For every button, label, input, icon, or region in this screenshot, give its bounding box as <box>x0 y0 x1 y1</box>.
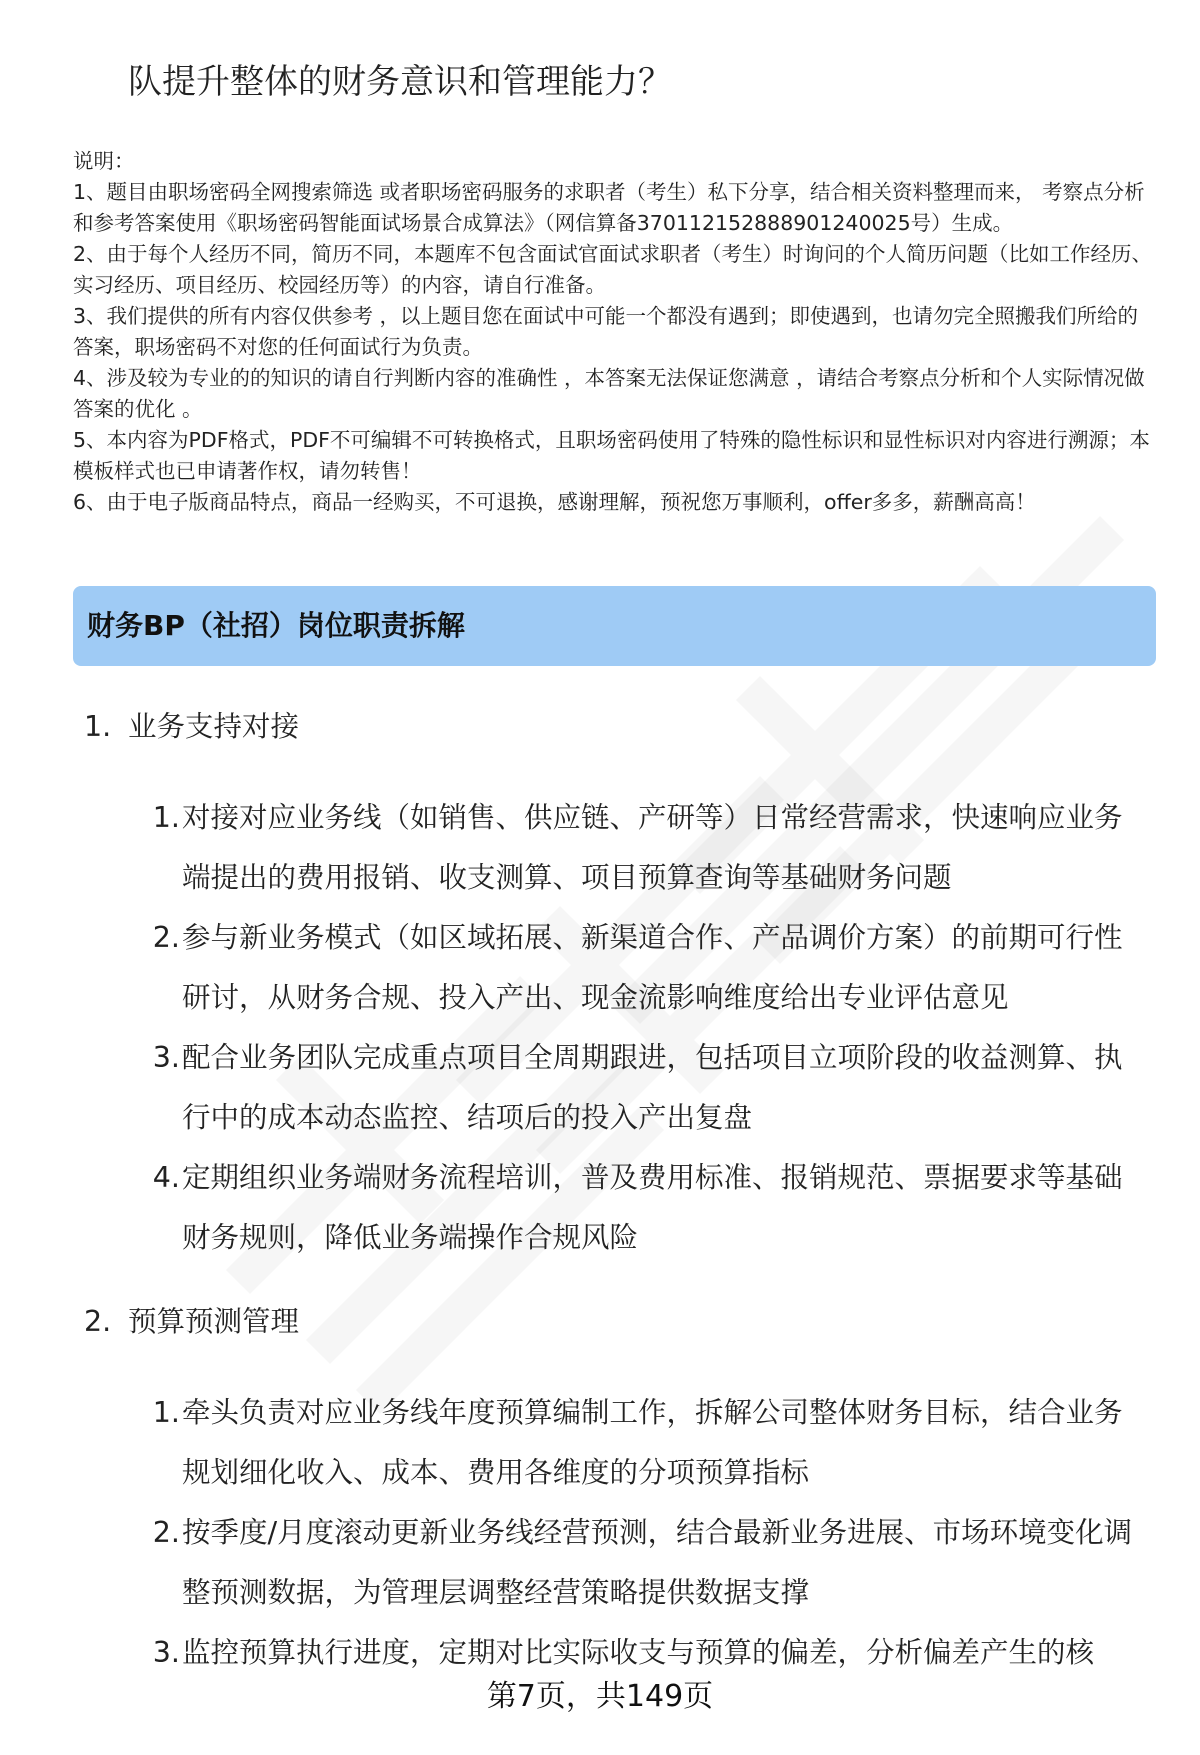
item-number: 2. <box>152 921 180 954</box>
item-number: 3. <box>152 1041 180 1074</box>
note-line: 1、题目由职场密码全网搜索筛选 或者职场密码服务的求职者（考生）私下分享，结合相关资料整理而来， 考察点分析和参考答案使用《职场密码智能面试场景合成算法》（网信算备370112152888901240025号）生成。 <box>73 180 1145 235</box>
note-line: 4、涉及较为专业的的知识的请自行判断内容的准确性 ，本答案无法保证您满意 ，请结合考察点分析和个人实际情况做答案的优化 。 <box>73 366 1145 421</box>
section-number: 2. <box>84 1305 112 1338</box>
item-text: 对接对应业务线（如销售、供应链、产研等）日常经营需求，快速响应业务端提出的费用报销、收支测算、项目预算查询等基础财务问题 <box>182 801 1123 894</box>
item-number: 1. <box>152 801 180 834</box>
list-item <box>140 1028 1150 1148</box>
item-text: 定期组织业务端财务流程培训，普及费用标准、报销规范、票据要求等基础财务规则，降低业务端操作合规风险 <box>182 1161 1123 1254</box>
item-text: 按季度/月度滚动更新业务线经营预测，结合最新业务进展、市场环境变化调整预测数据，为管理层调整经营策略提供数据支撑 <box>182 1516 1133 1609</box>
list-item <box>140 1148 1150 1268</box>
notes-label: 说明： <box>73 149 135 173</box>
section-heading <box>84 1302 299 1342</box>
section-heading <box>84 707 299 747</box>
item-text: 监控预算执行进度，定期对比实际收支与预算的偏差，分析偏差产生的核 <box>182 1636 1095 1669</box>
item-text: 参与新业务模式（如区域拓展、新渠道合作、产品调价方案）的前期可行性研讨，从财务合规、投入产出、现金流影响维度给出专业评估意见 <box>182 921 1123 1014</box>
note-line: 5、本内容为PDF格式，PDF不可编辑不可转换格式，且职场密码使用了特殊的隐性标识和显性标识对内容进行溯源；本模板样式也已申请著作权，请勿转售！ <box>73 428 1150 483</box>
section-number: 1. <box>84 710 112 743</box>
item-number: 4. <box>152 1161 180 1194</box>
list-item <box>140 1503 1150 1623</box>
list-item <box>140 1623 1150 1683</box>
list-item <box>140 788 1150 908</box>
note-line: 3、我们提供的所有内容仅供参考 ，以上题目您在面试中可能一个都没有遇到；即使遇到，也请勿完全照搬我们所给的答案，职场密码不对您的任何面试行为负责。 <box>73 304 1139 359</box>
item-number: 2. <box>152 1516 180 1549</box>
page-number: 第7页，共149页 <box>486 1679 714 1714</box>
item-number: 1. <box>152 1396 180 1429</box>
section-title: 预算预测管理 <box>128 1305 300 1338</box>
item-number: 3. <box>152 1636 180 1669</box>
section-title: 业务支持对接 <box>128 710 300 743</box>
note-line: 2、由于每个人经历不同，简历不同，本题库不包含面试官面试求职者（考生）时询问的个人简历问题（比如工作经历、实习经历、项目经历、校园经历等）的内容，请自行准备。 <box>73 242 1153 297</box>
item-text: 牵头负责对应业务线年度预算编制工作，拆解公司整体财务目标，结合业务规划细化收入、成本、费用各维度的分项预算指标 <box>182 1396 1123 1489</box>
disclaimer-notes <box>73 146 1158 518</box>
section-banner <box>73 586 1156 666</box>
banner-title: 财务BP（社招）岗位职责拆解 <box>87 609 465 642</box>
page-title: 队提升整体的财务意识和管理能力？ <box>128 62 672 102</box>
note-line: 6、由于电子版商品特点，商品一经购买，不可退换，感谢理解，预祝您万事顺利，offer多多，薪酬高高！ <box>73 490 1036 514</box>
list-item <box>140 908 1150 1028</box>
list-item <box>140 1383 1150 1503</box>
item-text: 配合业务团队完成重点项目全周期跟进，包括项目立项阶段的收益测算、执行中的成本动态监控、结项后的投入产出复盘 <box>182 1041 1123 1134</box>
